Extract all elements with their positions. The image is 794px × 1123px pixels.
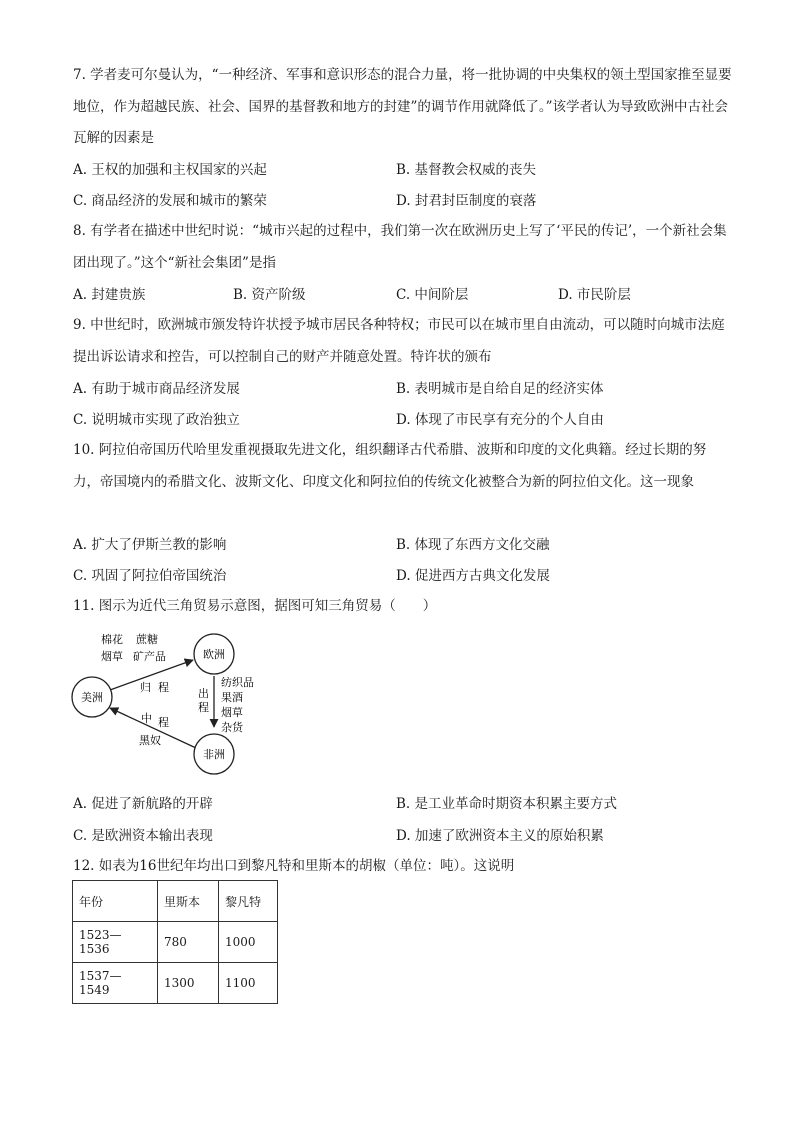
question-9-option-b[interactable]: B. 表明城市是自给自足的经济实体 — [396, 381, 604, 397]
question-11-option-c[interactable]: C. 是欧洲资本输出表现 — [73, 828, 213, 844]
middle-good-slaves: 黑奴 — [139, 734, 161, 747]
outbound-good-wine: 果酒 — [221, 691, 243, 704]
question-10-option-a[interactable]: A. 扩大了伊斯兰教的影响 — [73, 537, 227, 553]
node-america-label: 美洲 — [81, 691, 103, 704]
middle-route-label-2: 程 — [158, 716, 169, 729]
node-america — [72, 677, 112, 717]
question-8-option-a[interactable]: A. 封建贵族 — [73, 287, 146, 303]
table-cell-levant: 1100 — [219, 963, 278, 1004]
return-good-tobacco: 烟草 — [101, 650, 123, 663]
return-good-cotton: 棉花 — [101, 633, 123, 646]
table-cell-year: 1537—1549 — [73, 963, 158, 1004]
node-europe — [194, 634, 234, 674]
question-7-option-a[interactable]: A. 王权的加强和主权国家的兴起 — [73, 162, 267, 178]
question-7-option-d[interactable]: D. 封君封臣制度的衰落 — [396, 193, 537, 209]
question-8-option-c[interactable]: C. 中间阶层 — [396, 287, 469, 303]
outbound-route-label-2: 程 — [198, 701, 209, 714]
question-9-stem: 9. 中世纪时，欧洲城市颁发特许状授予城市居民各种特权；市民可以在城市里自由流动，可以随时向城市法庭提出诉讼请求和控告，可以控制自己的财产并随意处置。特许状的颁布 — [73, 317, 725, 365]
question-11-option-d[interactable]: D. 加速了欧洲资本主义的原始积累 — [396, 828, 604, 844]
table-cell-year: 1523—1536 — [73, 922, 158, 963]
question-8-stem: 8. 有学者在描述中世纪时说：“城市兴起的过程中，我们第一次在欧洲历史上写了‘平民的传记’，一个新社会集团出现了。”这个“新社会集团”是指 — [73, 223, 727, 271]
table-header-levant: 黎凡特 — [219, 881, 278, 922]
question-7-option-c[interactable]: C. 商品经济的发展和城市的繁荣 — [73, 193, 267, 209]
question-11-stem: 11. 图示为近代三角贸易示意图，据图可知三角贸易（ ） — [73, 598, 437, 614]
question-11-option-b[interactable]: B. 是工业革命时期资本积累主要方式 — [396, 796, 618, 812]
question-10-option-c[interactable]: C. 巩固了阿拉伯帝国统治 — [73, 568, 227, 584]
table-header-year: 年份 — [73, 881, 158, 922]
middle-route-label-1: 中 — [141, 712, 152, 725]
return-good-minerals: 矿产品 — [133, 650, 166, 663]
node-africa-label: 非洲 — [203, 748, 225, 761]
question-8-option-b[interactable]: B. 资产阶级 — [233, 287, 306, 303]
question-7-option-b[interactable]: B. 基督教会权威的丧失 — [396, 162, 537, 178]
question-9-option-d[interactable]: D. 体现了市民享有充分的个人自由 — [396, 412, 604, 428]
pepper-export-table — [72, 880, 278, 1004]
outbound-good-tobacco: 烟草 — [221, 706, 243, 719]
table-header-lisbon: 里斯本 — [158, 881, 219, 922]
node-africa — [194, 734, 234, 774]
return-route-label-1: 归 — [140, 681, 151, 694]
return-route-arrow — [110, 660, 193, 690]
table-row — [73, 963, 278, 1004]
question-10-option-b[interactable]: B. 体现了东西方文化交融 — [396, 537, 550, 553]
node-europe-label: 欧洲 — [203, 648, 225, 661]
question-9-option-c[interactable]: C. 说明城市实现了政治独立 — [73, 412, 240, 428]
table-cell-lisbon: 1300 — [158, 963, 219, 1004]
table-cell-levant: 1000 — [219, 922, 278, 963]
return-good-sugar: 蔗糖 — [136, 633, 158, 646]
table-row — [73, 922, 278, 963]
outbound-good-textiles: 纺织品 — [221, 676, 254, 689]
question-10-option-d[interactable]: D. 促进西方古典文化发展 — [396, 568, 550, 584]
outbound-good-sundries: 杂货 — [221, 721, 243, 734]
table-header-row — [73, 881, 278, 922]
question-10-stem: 10. 阿拉伯帝国历代哈里发重视摄取先进文化，组织翻译古代希腊、波斯和印度的文化典籍。经过长期的努力，帝国境内的希腊文化、波斯文化、印度文化和阿拉伯的传统文化被整合为新的阿拉伯文化。这一现象 — [73, 442, 707, 490]
table-cell-lisbon: 780 — [158, 922, 219, 963]
question-12-stem: 12. 如表为16世纪年均出口到黎凡特和里斯本的胡椒（单位：吨）。这说明 — [73, 858, 515, 874]
return-route-label-2: 程 — [158, 681, 169, 694]
question-7-stem: 7. 学者麦可尔曼认为，“一种经济、军事和意识形态的混合力量，将一批协调的中央集权的领土型国家推至显要地位，作为超越民族、社会、国界的基督教和地方的封建”的调节作用就降低了。”该学者认为导致欧洲中古社会瓦解的因素是 — [73, 67, 732, 146]
outbound-route-label-1: 出 — [198, 687, 209, 700]
question-8-option-d[interactable]: D. 市民阶层 — [558, 287, 631, 303]
question-11-option-a[interactable]: A. 促进了新航路的开辟 — [73, 796, 213, 812]
question-9-option-a[interactable]: A. 有助于城市商品经济发展 — [73, 381, 240, 397]
